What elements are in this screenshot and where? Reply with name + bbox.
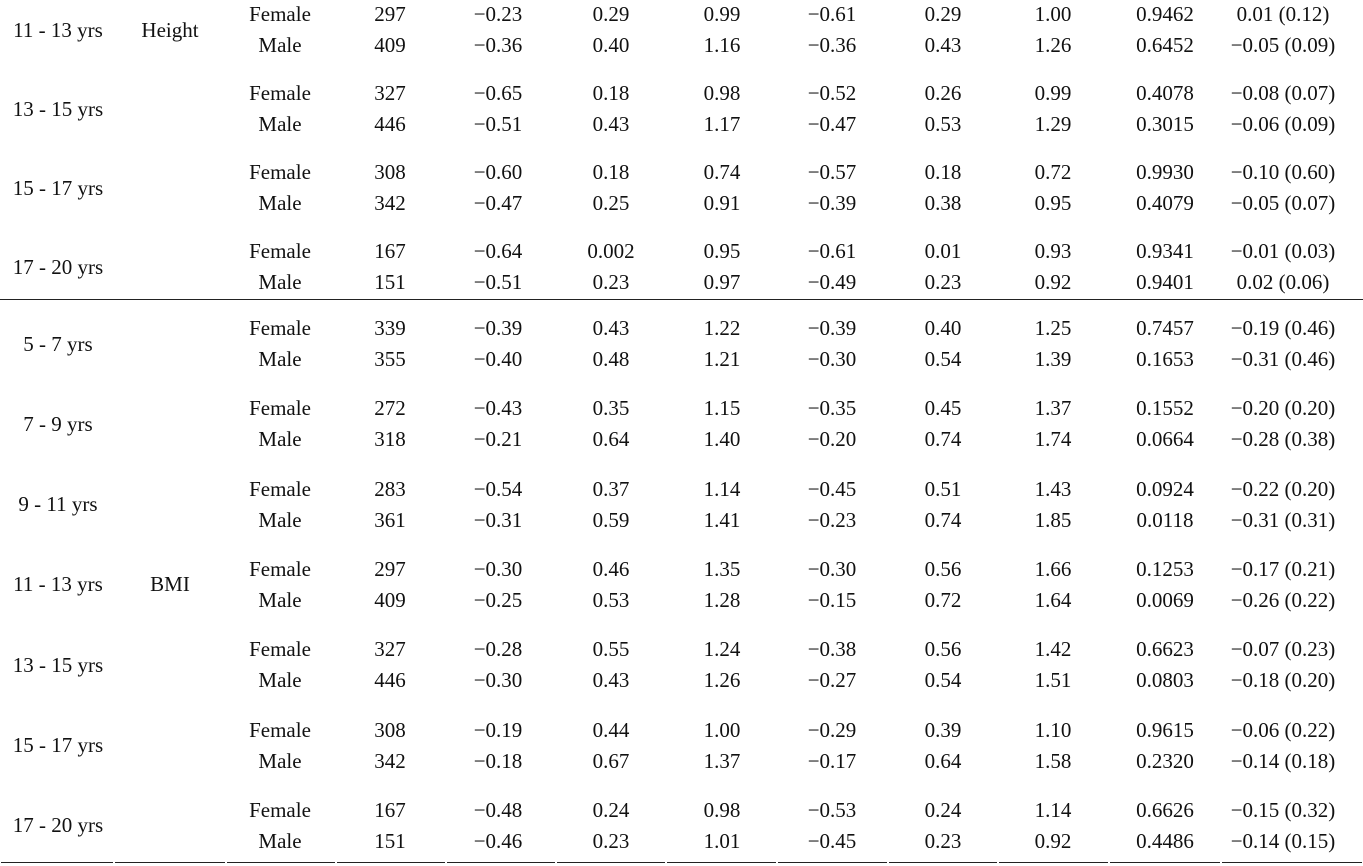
v2-cell: 0.40 xyxy=(592,33,630,57)
est-cell: −0.26 (0.22) xyxy=(1230,587,1336,612)
n-cell: 297 xyxy=(374,556,406,581)
v6-cell: 0.93 xyxy=(1034,239,1072,263)
age-band-label: 15 - 17 yrs xyxy=(12,733,104,757)
v1-cell: −0.25 xyxy=(473,587,523,612)
v5-cell: 0.26 xyxy=(924,81,962,105)
p-cell: 0.3015 xyxy=(1136,112,1194,136)
age-band-label: 9 - 11 yrs xyxy=(18,492,98,517)
v6-cell: 1.26 xyxy=(1034,33,1072,57)
v1-cell: −0.23 xyxy=(473,2,523,26)
age-band-label: 5 - 7 yrs xyxy=(23,331,93,356)
v2-cell: 0.48 xyxy=(592,347,630,371)
v1-cell: −0.60 xyxy=(473,160,523,184)
v3-cell: 1.15 xyxy=(703,396,741,421)
measure-label: Height xyxy=(141,17,199,42)
sex-cell: Female xyxy=(249,396,311,421)
v6-cell: 1.58 xyxy=(1034,748,1072,773)
v5-cell: 0.23 xyxy=(924,828,962,853)
v3-cell: 1.41 xyxy=(703,507,741,532)
v2-cell: 0.002 xyxy=(587,239,635,263)
sex-cell: Male xyxy=(258,33,302,57)
est-cell: −0.20 (0.20) xyxy=(1230,396,1336,421)
v6-cell: 1.64 xyxy=(1034,587,1072,612)
v3-cell: 1.14 xyxy=(703,476,741,501)
v2-cell: 0.37 xyxy=(592,476,630,501)
est-cell: −0.22 (0.20) xyxy=(1230,476,1336,501)
v4-cell: −0.15 xyxy=(807,587,857,612)
age-band-label: 11 - 13 yrs xyxy=(13,17,103,42)
n-cell: 327 xyxy=(374,81,406,105)
v5-cell: 0.54 xyxy=(924,668,962,693)
sex-cell: Male xyxy=(258,191,302,215)
v6-cell: 0.92 xyxy=(1034,828,1072,853)
sex-cell: Male xyxy=(258,112,302,136)
bottom-rule-segment xyxy=(227,862,335,863)
v6-cell: 0.99 xyxy=(1034,81,1072,105)
v4-cell: −0.30 xyxy=(807,347,857,371)
n-cell: 361 xyxy=(374,507,406,532)
v1-cell: −0.39 xyxy=(473,316,523,340)
n-cell: 272 xyxy=(374,396,406,421)
v1-cell: −0.40 xyxy=(473,347,523,371)
v3-cell: 1.16 xyxy=(703,33,741,57)
p-cell: 0.6452 xyxy=(1136,33,1194,57)
est-cell: −0.14 (0.15) xyxy=(1230,828,1336,853)
v5-cell: 0.45 xyxy=(924,396,962,421)
est-cell: −0.10 (0.60) xyxy=(1230,160,1336,184)
est-cell: −0.19 (0.46) xyxy=(1230,316,1336,340)
bottom-rule-segment xyxy=(557,862,665,863)
v5-cell: 0.40 xyxy=(924,316,962,340)
p-cell: 0.1552 xyxy=(1136,396,1194,421)
v4-cell: −0.53 xyxy=(807,797,857,822)
v4-cell: −0.61 xyxy=(807,239,857,263)
v6-cell: 1.10 xyxy=(1034,717,1072,742)
sex-cell: Female xyxy=(249,637,311,662)
v4-cell: −0.57 xyxy=(807,160,857,184)
est-cell: −0.31 (0.31) xyxy=(1230,507,1336,532)
v4-cell: −0.23 xyxy=(807,507,857,532)
v6-cell: 0.92 xyxy=(1034,270,1072,294)
sex-cell: Male xyxy=(258,427,302,452)
v1-cell: −0.18 xyxy=(473,748,523,773)
bottom-rule-segment xyxy=(1,862,113,863)
v1-cell: −0.30 xyxy=(473,668,523,693)
group-separator-line xyxy=(0,299,1363,300)
p-cell: 0.0118 xyxy=(1136,507,1194,532)
est-cell: 0.01 (0.12) xyxy=(1236,2,1330,26)
p-cell: 0.6623 xyxy=(1136,637,1194,662)
v5-cell: 0.74 xyxy=(924,427,962,452)
v4-cell: −0.38 xyxy=(807,637,857,662)
v4-cell: −0.35 xyxy=(807,396,857,421)
v1-cell: −0.21 xyxy=(473,427,523,452)
v4-cell: −0.17 xyxy=(807,748,857,773)
n-cell: 342 xyxy=(374,748,406,773)
v1-cell: −0.36 xyxy=(473,33,523,57)
n-cell: 151 xyxy=(374,828,406,853)
sex-cell: Male xyxy=(258,587,302,612)
v6-cell: 1.25 xyxy=(1034,316,1072,340)
v1-cell: −0.65 xyxy=(473,81,523,105)
est-cell: −0.28 (0.38) xyxy=(1230,427,1336,452)
v5-cell: 0.43 xyxy=(924,33,962,57)
v3-cell: 0.97 xyxy=(703,270,741,294)
p-cell: 0.2320 xyxy=(1136,748,1194,773)
v1-cell: −0.51 xyxy=(473,270,523,294)
v2-cell: 0.24 xyxy=(592,797,630,822)
n-cell: 308 xyxy=(374,717,406,742)
n-cell: 308 xyxy=(374,160,406,184)
sex-cell: Female xyxy=(249,316,311,340)
v1-cell: −0.43 xyxy=(473,396,523,421)
v5-cell: 0.01 xyxy=(924,239,962,263)
v1-cell: −0.28 xyxy=(473,637,523,662)
est-cell: −0.17 (0.21) xyxy=(1230,556,1336,581)
sex-cell: Male xyxy=(258,507,302,532)
v6-cell: 1.66 xyxy=(1034,556,1072,581)
v2-cell: 0.25 xyxy=(592,191,630,215)
v3-cell: 1.40 xyxy=(703,427,741,452)
measure-label: BMI xyxy=(150,572,190,597)
sex-cell: Female xyxy=(249,556,311,581)
v6-cell: 1.00 xyxy=(1034,2,1072,26)
v5-cell: 0.29 xyxy=(924,2,962,26)
v4-cell: −0.29 xyxy=(807,717,857,742)
bottom-rule-segment xyxy=(889,862,997,863)
v1-cell: −0.31 xyxy=(473,507,523,532)
v5-cell: 0.18 xyxy=(924,160,962,184)
p-cell: 0.7457 xyxy=(1136,316,1194,340)
v1-cell: −0.48 xyxy=(473,797,523,822)
v5-cell: 0.24 xyxy=(924,797,962,822)
v4-cell: −0.49 xyxy=(807,270,857,294)
v6-cell: 0.72 xyxy=(1034,160,1072,184)
v3-cell: 0.98 xyxy=(703,797,741,822)
n-cell: 409 xyxy=(374,33,406,57)
v4-cell: −0.39 xyxy=(807,316,857,340)
v4-cell: −0.61 xyxy=(807,2,857,26)
n-cell: 342 xyxy=(374,191,406,215)
v3-cell: 0.74 xyxy=(703,160,741,184)
p-cell: 0.9462 xyxy=(1136,2,1194,26)
v2-cell: 0.46 xyxy=(592,556,630,581)
sex-cell: Female xyxy=(249,239,311,263)
v2-cell: 0.53 xyxy=(592,587,630,612)
v5-cell: 0.64 xyxy=(924,748,962,773)
est-cell: 0.02 (0.06) xyxy=(1236,270,1330,294)
v3-cell: 1.28 xyxy=(703,587,741,612)
age-band-label: 17 - 20 yrs xyxy=(12,813,104,838)
v5-cell: 0.72 xyxy=(924,587,962,612)
v3-cell: 0.98 xyxy=(703,81,741,105)
p-cell: 0.4078 xyxy=(1136,81,1194,105)
v2-cell: 0.35 xyxy=(592,396,630,421)
v5-cell: 0.56 xyxy=(924,637,962,662)
est-cell: −0.05 (0.07) xyxy=(1230,191,1336,215)
est-cell: −0.07 (0.23) xyxy=(1230,637,1336,662)
v2-cell: 0.23 xyxy=(592,270,630,294)
age-band-label: 7 - 9 yrs xyxy=(23,411,93,436)
p-cell: 0.6626 xyxy=(1136,797,1194,822)
est-cell: −0.06 (0.22) xyxy=(1230,717,1336,742)
n-cell: 283 xyxy=(374,476,406,501)
v3-cell: 1.26 xyxy=(703,668,741,693)
n-cell: 167 xyxy=(374,797,406,822)
v6-cell: 1.29 xyxy=(1034,112,1072,136)
v3-cell: 1.21 xyxy=(703,347,741,371)
v2-cell: 0.55 xyxy=(592,637,630,662)
v3-cell: 1.01 xyxy=(703,828,741,853)
v6-cell: 1.14 xyxy=(1034,797,1072,822)
p-cell: 0.0664 xyxy=(1136,427,1194,452)
v3-cell: 0.99 xyxy=(703,2,741,26)
v2-cell: 0.59 xyxy=(592,507,630,532)
v3-cell: 1.17 xyxy=(703,112,741,136)
p-cell: 0.0803 xyxy=(1136,668,1194,693)
sex-cell: Male xyxy=(258,668,302,693)
n-cell: 409 xyxy=(374,587,406,612)
v2-cell: 0.18 xyxy=(592,81,630,105)
bottom-rule-segment xyxy=(1110,862,1220,863)
v2-cell: 0.64 xyxy=(592,427,630,452)
v5-cell: 0.39 xyxy=(924,717,962,742)
v6-cell: 1.51 xyxy=(1034,668,1072,693)
est-cell: −0.15 (0.32) xyxy=(1230,797,1336,822)
v6-cell: 0.95 xyxy=(1034,191,1072,215)
n-cell: 339 xyxy=(374,316,406,340)
p-cell: 0.1653 xyxy=(1136,347,1194,371)
p-cell: 0.9401 xyxy=(1136,270,1194,294)
p-cell: 0.0069 xyxy=(1136,587,1194,612)
bottom-rule-segment xyxy=(1222,862,1362,863)
v4-cell: −0.30 xyxy=(807,556,857,581)
p-cell: 0.9930 xyxy=(1136,160,1194,184)
v3-cell: 1.35 xyxy=(703,556,741,581)
sex-cell: Female xyxy=(249,160,311,184)
v6-cell: 1.85 xyxy=(1034,507,1072,532)
sex-cell: Female xyxy=(249,797,311,822)
v4-cell: −0.36 xyxy=(807,33,857,57)
age-band-label: 17 - 20 yrs xyxy=(12,254,104,279)
est-cell: −0.31 (0.46) xyxy=(1230,347,1336,371)
n-cell: 151 xyxy=(374,270,406,294)
bottom-rule-segment xyxy=(447,862,555,863)
v2-cell: 0.43 xyxy=(592,112,630,136)
v6-cell: 1.37 xyxy=(1034,396,1072,421)
bottom-rule-segment xyxy=(667,862,776,863)
p-cell: 0.4079 xyxy=(1136,191,1194,215)
age-band-label: 15 - 17 yrs xyxy=(12,175,104,200)
sex-cell: Male xyxy=(258,270,302,294)
v1-cell: −0.30 xyxy=(473,556,523,581)
bottom-rule-segment xyxy=(778,862,887,863)
n-cell: 297 xyxy=(374,2,406,26)
p-cell: 0.9615 xyxy=(1136,717,1194,742)
v5-cell: 0.38 xyxy=(924,191,962,215)
bottom-rule-segment xyxy=(999,862,1108,863)
v3-cell: 0.91 xyxy=(703,191,741,215)
v2-cell: 0.23 xyxy=(592,828,630,853)
v2-cell: 0.44 xyxy=(592,717,630,742)
bottom-rule-segment xyxy=(337,862,445,863)
v2-cell: 0.43 xyxy=(592,668,630,693)
v5-cell: 0.53 xyxy=(924,112,962,136)
est-cell: −0.05 (0.09) xyxy=(1230,33,1336,57)
sex-cell: Male xyxy=(258,748,302,773)
est-cell: −0.08 (0.07) xyxy=(1230,81,1336,105)
v4-cell: −0.20 xyxy=(807,427,857,452)
v5-cell: 0.56 xyxy=(924,556,962,581)
n-cell: 318 xyxy=(374,427,406,452)
v3-cell: 1.22 xyxy=(703,316,741,340)
v5-cell: 0.54 xyxy=(924,347,962,371)
v3-cell: 1.24 xyxy=(703,637,741,662)
v5-cell: 0.74 xyxy=(924,507,962,532)
v4-cell: −0.45 xyxy=(807,828,857,853)
v6-cell: 1.43 xyxy=(1034,476,1072,501)
v5-cell: 0.23 xyxy=(924,270,962,294)
v2-cell: 0.43 xyxy=(592,316,630,340)
v6-cell: 1.74 xyxy=(1034,427,1072,452)
est-cell: −0.14 (0.18) xyxy=(1230,748,1336,773)
n-cell: 446 xyxy=(374,112,406,136)
v1-cell: −0.19 xyxy=(473,717,523,742)
age-band-label: 13 - 15 yrs xyxy=(12,652,104,677)
n-cell: 327 xyxy=(374,637,406,662)
p-cell: 0.9341 xyxy=(1136,239,1194,263)
est-cell: −0.06 (0.09) xyxy=(1230,112,1336,136)
v3-cell: 0.95 xyxy=(703,239,741,263)
v5-cell: 0.51 xyxy=(924,476,962,501)
v4-cell: −0.39 xyxy=(807,191,857,215)
v4-cell: −0.47 xyxy=(807,112,857,136)
n-cell: 446 xyxy=(374,668,406,693)
est-cell: −0.01 (0.03) xyxy=(1230,239,1336,263)
sex-cell: Male xyxy=(258,828,302,853)
est-cell: −0.18 (0.20) xyxy=(1230,668,1336,693)
n-cell: 167 xyxy=(374,239,406,263)
n-cell: 355 xyxy=(374,347,406,371)
age-band-label: 11 - 13 yrs xyxy=(13,572,103,597)
v4-cell: −0.45 xyxy=(807,476,857,501)
sex-cell: Female xyxy=(249,81,311,105)
sex-cell: Male xyxy=(258,347,302,371)
v1-cell: −0.47 xyxy=(473,191,523,215)
v1-cell: −0.54 xyxy=(473,476,523,501)
v1-cell: −0.51 xyxy=(473,112,523,136)
bottom-rule-segment xyxy=(115,862,225,863)
p-cell: 0.1253 xyxy=(1136,556,1194,581)
age-band-label: 13 - 15 yrs xyxy=(12,96,104,121)
v1-cell: −0.64 xyxy=(473,239,523,263)
v1-cell: −0.46 xyxy=(473,828,523,853)
v2-cell: 0.67 xyxy=(592,748,630,773)
v2-cell: 0.29 xyxy=(592,2,630,26)
sex-cell: Female xyxy=(249,2,311,26)
v6-cell: 1.42 xyxy=(1034,637,1072,662)
p-cell: 0.0924 xyxy=(1136,476,1194,501)
v3-cell: 1.00 xyxy=(703,717,741,742)
sex-cell: Female xyxy=(249,717,311,742)
v3-cell: 1.37 xyxy=(703,748,741,773)
p-cell: 0.4486 xyxy=(1136,828,1194,853)
v2-cell: 0.18 xyxy=(592,160,630,184)
sex-cell: Female xyxy=(249,476,311,501)
v6-cell: 1.39 xyxy=(1034,347,1072,371)
v4-cell: −0.52 xyxy=(807,81,857,105)
v4-cell: −0.27 xyxy=(807,668,857,693)
